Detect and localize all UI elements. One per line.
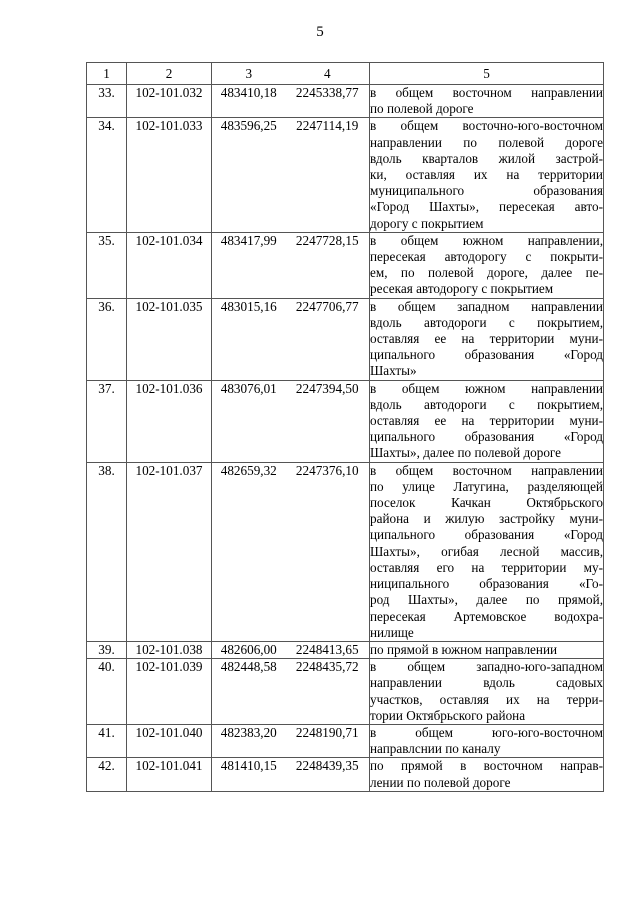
description-line: дорогу с покрытием bbox=[370, 215, 484, 231]
description-cell bbox=[370, 462, 604, 641]
x-coordinate-cell: 483076,01 bbox=[212, 380, 286, 462]
description-line: вдоль автодороги с покрытием, bbox=[370, 396, 603, 412]
description-line: направлснии по каналу bbox=[370, 741, 501, 757]
y-coordinate-cell: 2247728,15 bbox=[286, 232, 370, 298]
point-code-cell: 102-101.035 bbox=[127, 298, 212, 380]
point-code-cell: 102-101.038 bbox=[127, 641, 212, 658]
header-cell-y: 4 bbox=[286, 63, 370, 85]
description-line: Шахты», огибая лесной массив, bbox=[370, 543, 603, 559]
y-coordinate-cell: 2247114,19 bbox=[286, 118, 370, 232]
description-line: оставляя его на территории му- bbox=[370, 559, 603, 575]
x-coordinate-cell: 483417,99 bbox=[212, 232, 286, 298]
row-number-cell: 42. bbox=[87, 758, 127, 791]
description-line: в общем западно-юго-западном bbox=[370, 659, 603, 675]
description-line: пересекая автодорогу с покрыти- bbox=[370, 249, 603, 265]
description-cell bbox=[370, 298, 604, 380]
x-coordinate-cell: 483596,25 bbox=[212, 118, 286, 232]
description-line: участков, оставляя их на терри- bbox=[370, 691, 603, 707]
description-line: по прямой в восточном направ- bbox=[370, 758, 603, 774]
table-row bbox=[87, 85, 604, 118]
description-line: в общем южном направлении, bbox=[370, 232, 603, 248]
table-row bbox=[87, 118, 604, 232]
description-line: вдоль автодороги с покрытием, bbox=[370, 314, 603, 330]
description-line: по прямой в южном направлении bbox=[370, 641, 558, 657]
header-cell-description: 5 bbox=[370, 63, 604, 85]
description-cell bbox=[370, 85, 604, 118]
point-code-cell: 102-101.037 bbox=[127, 462, 212, 641]
description-cell bbox=[370, 232, 604, 298]
table-body bbox=[87, 85, 604, 792]
table-row bbox=[87, 724, 604, 757]
header-cell-x: 3 bbox=[212, 63, 286, 85]
row-number-cell: 41. bbox=[87, 724, 127, 757]
point-code-cell: 102-101.036 bbox=[127, 380, 212, 462]
description-line: Шахты», далее по полевой дороге bbox=[370, 445, 562, 461]
point-code-cell: 102-101.039 bbox=[127, 659, 212, 725]
description-line: ципального образования «Город bbox=[370, 429, 603, 445]
x-coordinate-cell: 483015,16 bbox=[212, 298, 286, 380]
description-line: в общем юго-юго-восточном bbox=[370, 724, 603, 740]
row-number-cell: 38. bbox=[87, 462, 127, 641]
description-cell bbox=[370, 659, 604, 725]
description-line: ципального образования «Город bbox=[370, 527, 603, 543]
point-code-cell: 102-101.040 bbox=[127, 724, 212, 757]
description-line: муниципального образования bbox=[370, 183, 603, 199]
point-code-cell: 102-101.032 bbox=[127, 85, 212, 118]
point-code-cell: 102-101.041 bbox=[127, 758, 212, 791]
table-row bbox=[87, 641, 604, 658]
description-line: в общем восточно-юго-восточном bbox=[370, 118, 603, 134]
x-coordinate-cell: 482383,20 bbox=[212, 724, 286, 757]
y-coordinate-cell: 2247394,50 bbox=[286, 380, 370, 462]
description-line: ем, по полевой дороге, далее пе- bbox=[370, 265, 603, 281]
description-line: направлении вдоль садовых bbox=[370, 675, 603, 691]
boundary-points-table bbox=[86, 62, 604, 792]
table-row bbox=[87, 659, 604, 725]
table-row bbox=[87, 462, 604, 641]
description-line: в общем западном направлении bbox=[370, 298, 603, 314]
description-line: оставляя ее на территории муни- bbox=[370, 331, 603, 347]
description-line: пересекая Артемовское водохра- bbox=[370, 608, 603, 624]
y-coordinate-cell: 2245338,77 bbox=[286, 85, 370, 118]
row-number-cell: 37. bbox=[87, 380, 127, 462]
point-code-cell: 102-101.033 bbox=[127, 118, 212, 232]
x-coordinate-cell: 483410,18 bbox=[212, 85, 286, 118]
row-number-cell: 34. bbox=[87, 118, 127, 232]
description-line: род Шахты», далее по прямой, bbox=[370, 592, 603, 608]
description-line: района и жилую застройку муни- bbox=[370, 511, 603, 527]
table-row bbox=[87, 232, 604, 298]
description-cell bbox=[370, 724, 604, 757]
row-number-cell: 33. bbox=[87, 85, 127, 118]
description-line: ципального образования «Город bbox=[370, 347, 603, 363]
row-number-cell: 35. bbox=[87, 232, 127, 298]
description-line: по улице Латугина, разделяющей bbox=[370, 478, 603, 494]
table-row bbox=[87, 758, 604, 791]
description-line: оставляя ее на территории муни- bbox=[370, 413, 603, 429]
x-coordinate-cell: 482606,00 bbox=[212, 641, 286, 658]
description-line: ресекая автодорогу с покрытием bbox=[370, 281, 554, 297]
y-coordinate-cell: 2247376,10 bbox=[286, 462, 370, 641]
row-number-cell: 39. bbox=[87, 641, 127, 658]
table-row bbox=[87, 298, 604, 380]
header-cell-code: 2 bbox=[127, 63, 212, 85]
x-coordinate-cell: 482659,32 bbox=[212, 462, 286, 641]
description-line: вдоль кварталов жилой застрой- bbox=[370, 150, 603, 166]
description-line: в общем южном направлении bbox=[370, 380, 603, 396]
description-line: нилище bbox=[370, 624, 414, 640]
page-number: 5 bbox=[316, 24, 324, 40]
description-cell bbox=[370, 758, 604, 791]
x-coordinate-cell: 481410,15 bbox=[212, 758, 286, 791]
row-number-cell: 36. bbox=[87, 298, 127, 380]
description-line: «Город Шахты», пересекая авто- bbox=[370, 199, 603, 215]
description-cell bbox=[370, 118, 604, 232]
y-coordinate-cell: 2248435,72 bbox=[286, 659, 370, 725]
row-number-cell: 40. bbox=[87, 659, 127, 725]
point-code-cell: 102-101.034 bbox=[127, 232, 212, 298]
description-line: ниципального образования «Го- bbox=[370, 576, 603, 592]
y-coordinate-cell: 2248439,35 bbox=[286, 758, 370, 791]
description-line: тории Октябрьского района bbox=[370, 707, 526, 723]
y-coordinate-cell: 2248413,65 bbox=[286, 641, 370, 658]
description-line: по полевой дороге bbox=[370, 101, 474, 117]
table-row bbox=[87, 380, 604, 462]
description-line: ки, оставляя их на территории bbox=[370, 167, 603, 183]
description-line: поселок Качкан Октябрьского bbox=[370, 495, 603, 511]
header-cell-number: 1 bbox=[87, 63, 127, 85]
y-coordinate-cell: 2247706,77 bbox=[286, 298, 370, 380]
description-line: Шахты» bbox=[370, 363, 417, 379]
description-line: лении по полевой дороге bbox=[370, 774, 511, 790]
y-coordinate-cell: 2248190,71 bbox=[286, 724, 370, 757]
description-line: направлении по полевой дороге bbox=[370, 134, 603, 150]
table-header-row bbox=[87, 63, 604, 85]
description-line: в общем восточном направлении bbox=[370, 462, 603, 478]
x-coordinate-cell: 482448,58 bbox=[212, 659, 286, 725]
description-cell bbox=[370, 380, 604, 462]
description-line: в общем восточном направлении bbox=[370, 85, 603, 100]
description-cell bbox=[370, 641, 604, 658]
